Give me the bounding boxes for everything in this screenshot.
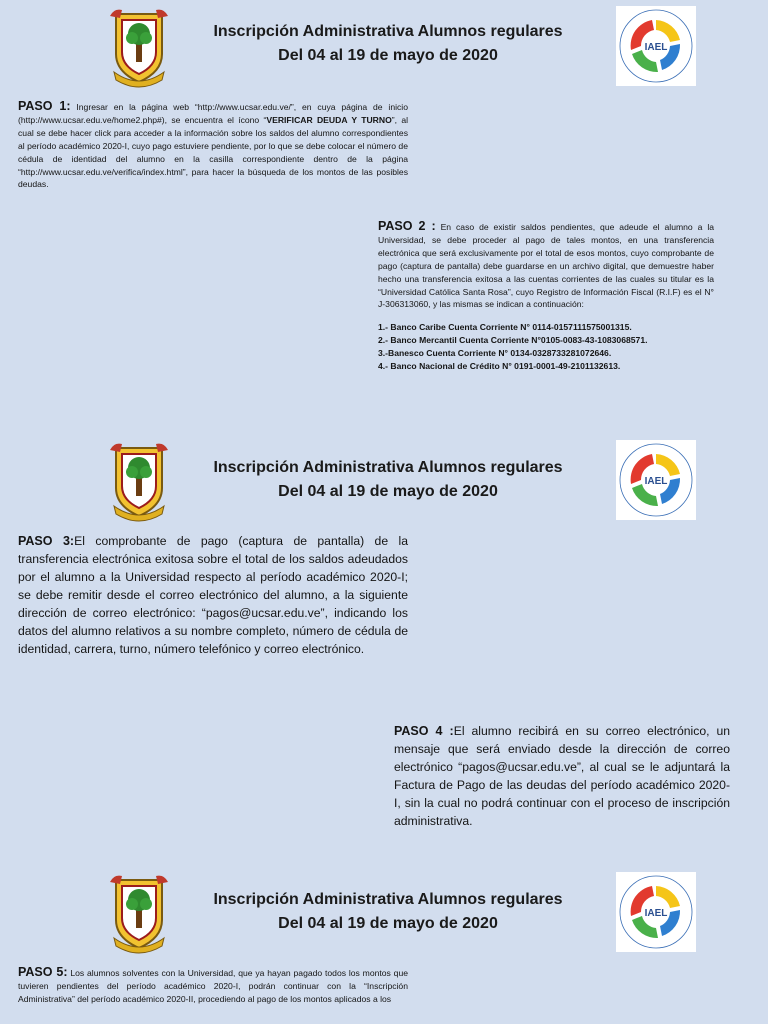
iael-logo-icon bbox=[616, 6, 696, 86]
paso1-body-a: Ingresar en la página web “http://www.ucsar.edu.ve/”, en cuya página de inicio (http://www.ucsar.edu.ve/home2.php#), se encuentra el ícono “ bbox=[18, 102, 408, 125]
paso2-label: PASO 2 : bbox=[378, 219, 436, 233]
paso4-body: El alumno recibirá en su correo electrónico, un mensaje que será enviado desde la dirección de correo electrónico “pagos@ucsar.edu.ve”, al cual se le adjuntará la Factura de Pago de las deudas del período académico 2020-I, sin la cual no podrá continuar con el proceso de inscripción administrativa. bbox=[394, 724, 731, 828]
header-section-2 bbox=[0, 436, 768, 532]
header-section-3 bbox=[0, 868, 768, 964]
paso5-label: PASO 5: bbox=[18, 965, 68, 979]
paso1-body-bold: VERIFICAR DEUDA Y TURNO bbox=[266, 114, 392, 125]
paso2-body: En caso de existir saldos pendientes, que adeude el alumno a la Universidad, se debe proceder al pago de tales montos, en una transferencia electrónica que será exclusivamente por el total de esos montos, cuyo comprobante de pago (captura de pantalla) debe guardarse en un archivo digital, que demuestre haber hecho una transferencia exitosa a las cuentas corrientes de las cuales su titular es la “Universidad Católica Santa Rosa”, cuyo Registro de Información Fiscal (R.I.F) es el N° J-306313060, y las mismas se indican a continuación: bbox=[378, 222, 715, 310]
bank-account-list bbox=[378, 321, 714, 372]
paso4-paragraph bbox=[394, 722, 730, 830]
header-title-line2: Del 04 al 19 de mayo de 2020 bbox=[278, 483, 498, 500]
paso3-paragraph bbox=[18, 532, 408, 658]
paso2-paragraph bbox=[378, 220, 714, 373]
paso5-paragraph bbox=[18, 966, 408, 1006]
bank-account-item: 4.- Banco Nacional de Crédito N° 0191-0001-49-2101132613. bbox=[378, 360, 621, 371]
paso5-body: Los alumnos solventes con la Universidad, que ya hayan pagado todos los montos que tuvieren pendientes del período académico 2020-I, podrán continuar con la “Inscripción Administrativa” del período académico 2020-II, procediendo al pago de los montos aplicados a los bbox=[18, 968, 408, 1004]
iael-logo-icon bbox=[616, 440, 696, 520]
paso4-label: PASO 4 : bbox=[394, 724, 454, 738]
header-title-line2: Del 04 al 19 de mayo de 2020 bbox=[278, 915, 498, 932]
paso1-body-b: ”, al cual se debe hacer click para acceder a la información sobre los saldos del alumno correspondientes al período académico 2020-I, cuyo pago estuviere pendiente, por lo que se debe colocar el número de cédula de identidad del alumno en la casilla correspondiente dentro de la página “http://www.ucsar.edu.ve/verifica/index.html”, para hacer la búsqueda de los montos de las posibles deudas. bbox=[18, 114, 409, 190]
bank-account-item: 1.- Banco Caribe Cuenta Corriente N° 0114-0157111575001315. bbox=[378, 322, 632, 333]
header-section-1 bbox=[0, 0, 768, 96]
paso3-label: PASO 3: bbox=[18, 534, 75, 548]
logo-text: IAEL bbox=[644, 476, 668, 487]
bank-account-item: 3.-Banesco Cuenta Corriente N° 0134-0328733281072646. bbox=[378, 347, 612, 358]
logo-text: IAEL bbox=[644, 42, 668, 53]
paso3-body: El comprobante de pago (captura de pantalla) de la transferencia electrónica exitosa sobre el total de los saldos adeudados por el alumno a la Universidad respecto al período académico 2020-I; se debe remitir desde el correo electrónico del alumno, a la siguiente dirección de correo electrónico: “pagos@ucsar.edu.ve”, indicando los datos del alumno relativos a su nombre completo, número de cédula de identidad, carrera, turno, número telefónico y correo electrónico. bbox=[18, 534, 408, 656]
logo-text: IAEL bbox=[644, 908, 668, 919]
header-title-line1: Inscripción Administrativa Alumnos regulares bbox=[213, 459, 563, 476]
iael-logo-icon bbox=[616, 872, 696, 952]
bank-account-item: 2.- Banco Mercantil Cuenta Corriente N°0105-0083-43-1083068571. bbox=[378, 335, 648, 346]
header-title-line2: Del 04 al 19 de mayo de 2020 bbox=[278, 47, 498, 64]
paso1-label: PASO 1: bbox=[18, 99, 71, 113]
header-title-line1: Inscripción Administrativa Alumnos regulares bbox=[213, 891, 563, 908]
paso1-paragraph bbox=[18, 100, 408, 191]
header-title-line1: Inscripción Administrativa Alumnos regulares bbox=[213, 23, 563, 40]
